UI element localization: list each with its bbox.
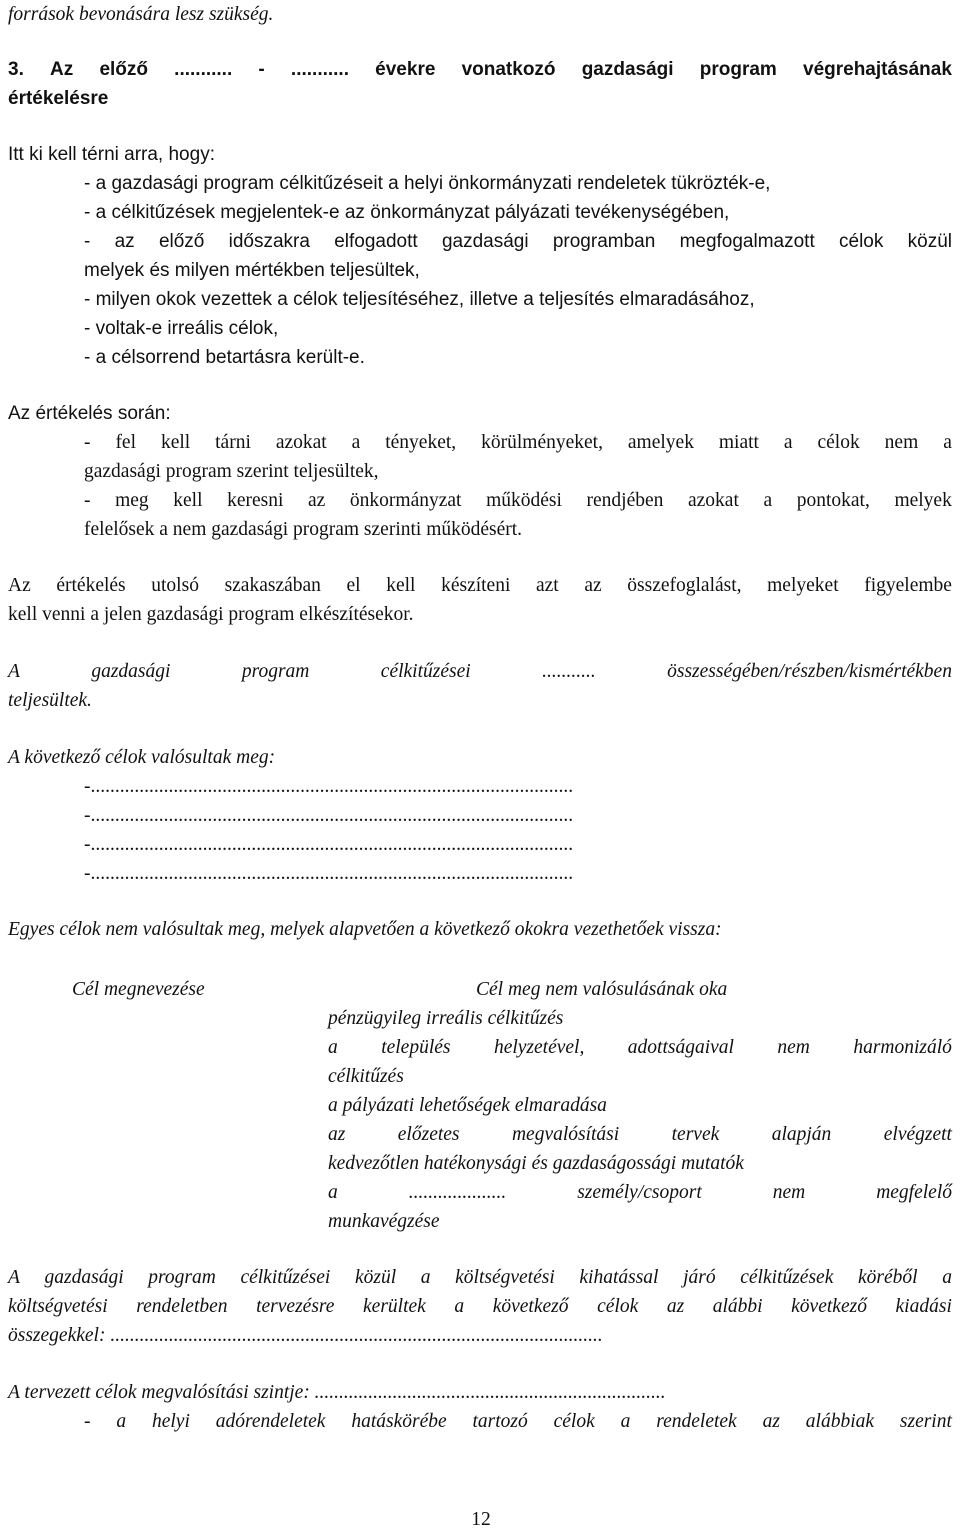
word: következő (492, 1296, 569, 1317)
word: tervek (671, 1124, 720, 1145)
word: a (420, 1267, 431, 1288)
eval-line: felelősek a nem gazdasági program szerinti működésért. (84, 519, 523, 540)
word: gazdasági (581, 59, 674, 80)
list-item: - milyen okok vezettek a célok teljesítéséhez, illetve a teljesítés elmaradásához, (84, 289, 755, 310)
word: a (783, 432, 793, 453)
word: - (84, 432, 91, 453)
word: évekre (375, 59, 436, 80)
reason-item-continuation: célkitűzés (328, 1066, 404, 1087)
word: nem (777, 1037, 810, 1058)
col2-header: Cél meg nem valósulásának oka (476, 979, 728, 1000)
col1-header: Cél megnevezése (72, 979, 205, 1000)
word: alábbiak (805, 1411, 875, 1432)
word: következő (791, 1296, 867, 1317)
word: azokat (275, 432, 327, 453)
eval-line (84, 428, 952, 457)
word: helyi (151, 1411, 190, 1432)
list-item: - voltak-e irreális célok, (84, 318, 279, 339)
list-item: - a célsorrend betartásra került-e. (84, 347, 365, 368)
goals-status-line: teljesültek. (8, 690, 92, 711)
word: a (454, 1296, 465, 1317)
word: rendeletek (656, 1411, 737, 1432)
word: nem (884, 432, 919, 453)
word: a (942, 1267, 952, 1288)
section-heading-line (8, 55, 952, 84)
word: melyeket (767, 575, 839, 596)
word: amelyek (627, 432, 694, 453)
word: 3. (8, 59, 24, 80)
word: a (328, 1182, 338, 1203)
word: település (381, 1037, 451, 1058)
word: kell (386, 575, 416, 596)
reason-item: a pályázati lehetőségek elmaradása (328, 1095, 607, 1116)
word: járó (683, 1267, 716, 1288)
summary-line: kell venni a jelen gazdasági program elkészítésekor. (8, 604, 414, 625)
word: ........... (174, 59, 233, 80)
continued-text: források bevonására lesz szükség. (8, 4, 274, 25)
word: a (116, 1411, 127, 1432)
blank-line: -................................................................................................... (84, 834, 574, 855)
word: melyek (894, 490, 952, 511)
word: költségvetési (8, 1296, 108, 1317)
budget-line (8, 1292, 952, 1321)
word: elvégzett (883, 1124, 952, 1145)
word: ........... (542, 661, 596, 682)
word: tényeket, (385, 432, 457, 453)
word: program (241, 661, 310, 682)
word: köréből (857, 1267, 918, 1288)
intro-text: Itt ki kell térni arra, hogy: (8, 144, 215, 165)
list-item-continuation: melyek és milyen mértékben teljesültek, (84, 260, 420, 281)
reason-item (328, 1033, 952, 1062)
word: költségvetési (455, 1267, 555, 1288)
word: kell (160, 432, 191, 453)
word: elfogadott (334, 231, 418, 252)
eval-heading: Az értékelés során: (8, 403, 171, 424)
word: - (258, 59, 265, 80)
word: gazdasági (44, 1267, 124, 1288)
word: közül (907, 231, 952, 252)
word: adottságaival (627, 1037, 734, 1058)
word: azt (536, 575, 559, 596)
word: célok (553, 1411, 595, 1432)
word: megfogalmazott (679, 231, 815, 252)
word: tartozó (472, 1411, 528, 1432)
word: előző (99, 59, 148, 80)
word: Az (8, 575, 31, 596)
word: a (328, 1037, 338, 1058)
reason-item-continuation: kedvezőtlen hatékonysági és gazdaságossági mutatók (328, 1153, 744, 1174)
word: fel (115, 432, 137, 453)
word: meg (115, 490, 149, 511)
eval-line: gazdasági program szerint teljesültek, (84, 461, 379, 482)
budget-line: összegekkel: ..................................................................................................... (8, 1325, 603, 1346)
blank-line: -................................................................................................... (84, 805, 574, 826)
word: rendjében (586, 490, 664, 511)
word: készíteni (441, 575, 511, 596)
word: rendeletben (136, 1296, 228, 1317)
word: miatt (718, 432, 759, 453)
reason-item: pénzügyileg irreális célkitűzés (328, 1008, 564, 1029)
unrealized-heading: Egyes célok nem valósultak meg, melyek alapvetően a következő okokra vezethetőek vissza: (8, 919, 722, 940)
word: tervezésre (256, 1296, 335, 1317)
word: gazdasági (441, 231, 529, 252)
word: A (8, 661, 20, 682)
word: a (763, 490, 773, 511)
word: kiadási (895, 1296, 952, 1317)
planned-line (84, 1407, 952, 1436)
word: azokat (687, 490, 739, 511)
word: a (351, 432, 361, 453)
word: .................... (408, 1182, 507, 1203)
word: megvalósítási (511, 1124, 620, 1145)
summary-line (8, 571, 952, 600)
word: célok (817, 432, 860, 453)
eval-line (84, 486, 952, 515)
word: kerültek (363, 1296, 426, 1317)
word: el (346, 575, 361, 596)
budget-line (8, 1263, 952, 1292)
word: célkitűzései (240, 1267, 331, 1288)
section-heading-line-2: értékelésre (8, 88, 109, 109)
blank-line: -................................................................................................... (84, 863, 574, 884)
reason-item (328, 1120, 952, 1149)
word: körülményeket, (481, 432, 603, 453)
word: célok (839, 231, 884, 252)
word: A (8, 1267, 20, 1288)
word: célok (597, 1296, 639, 1317)
word: vonatkozó (461, 59, 556, 80)
word: összefoglalást, (627, 575, 742, 596)
word: - (84, 1411, 91, 1432)
word: program (699, 59, 777, 80)
word: célkitűzései (380, 661, 471, 682)
word: célkitűzések (740, 1267, 834, 1288)
word: helyzetével, (493, 1037, 585, 1058)
word: adórendeletek (215, 1411, 326, 1432)
word: az (584, 575, 602, 596)
word: alábbi (712, 1296, 763, 1317)
word: az (114, 231, 135, 252)
word: a (943, 432, 952, 453)
planned-line: A tervezett célok megvalósítási szintje: ........................................................................ (8, 1382, 666, 1403)
word: az (666, 1296, 685, 1317)
word: megfelelő (876, 1182, 952, 1203)
word: nem (772, 1182, 806, 1203)
word: értékelés (56, 575, 126, 596)
word: hatáskörébe (351, 1411, 447, 1432)
word: figyelembe (864, 575, 952, 596)
word: - (84, 231, 91, 252)
list-item (84, 227, 952, 256)
word: időszakra (228, 231, 310, 252)
word: ........... (290, 59, 349, 80)
word: összességében/részben/kismértékben (667, 661, 952, 682)
goals-status-line (8, 657, 952, 686)
word: - (84, 490, 91, 511)
word: Az (50, 59, 74, 80)
word: kell (173, 490, 203, 511)
word: a (620, 1411, 631, 1432)
word: programban (552, 231, 656, 252)
word: keresni (227, 490, 284, 511)
reason-item (328, 1178, 952, 1207)
page-number: 12 (471, 1509, 491, 1530)
word: harmonizáló (853, 1037, 952, 1058)
word: az (762, 1411, 780, 1432)
word: előző (158, 231, 205, 252)
list-item: - a gazdasági program célkitűzéseit a helyi önkormányzati rendeletek tükrözték-e, (84, 173, 771, 194)
word: szakaszában (224, 575, 321, 596)
word: az (308, 490, 326, 511)
word: pontokat, (796, 490, 870, 511)
reason-item-continuation: munkavégzése (328, 1211, 440, 1232)
word: kihatással (579, 1267, 659, 1288)
word: program (148, 1267, 216, 1288)
word: tárni (215, 432, 251, 453)
blank-line: -................................................................................................... (84, 776, 574, 797)
word: alapján (771, 1124, 832, 1145)
word: utolsó (151, 575, 199, 596)
word: önkormányzat (349, 490, 462, 511)
list-item: - a célkitűzések megjelentek-e az önkormányzat pályázati tevékenységében, (84, 202, 730, 223)
word: szerint (899, 1411, 952, 1432)
word: közül (354, 1267, 397, 1288)
word: végrehajtásának (803, 59, 952, 80)
word: működési (486, 490, 562, 511)
word: gazdasági (91, 661, 171, 682)
word: előzetes (397, 1124, 460, 1145)
realized-heading: A következő célok valósultak meg: (8, 747, 276, 768)
word: az (328, 1124, 346, 1145)
word: személy/csoport (577, 1182, 702, 1203)
